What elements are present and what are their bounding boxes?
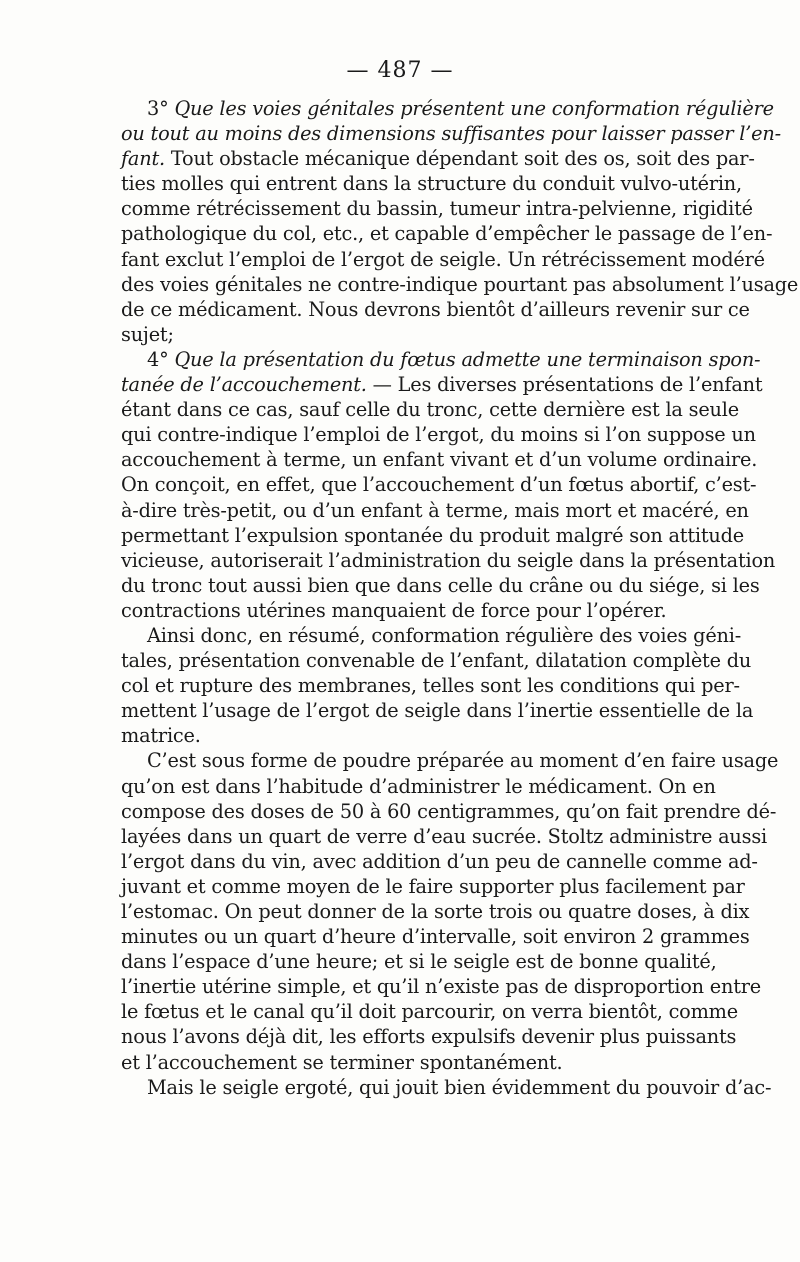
text-line: tales, présentation convenable de l’enfant, dilatation complète du [121,649,752,673]
text-line: compose des doses de 50 à 60 centigrammes, qu’on fait prendre dé- [121,799,777,823]
text-line: mettent l’usage de l’ergot de seigle dans l’inertie essentielle de la [121,699,754,723]
text-line: col et rupture des membranes, telles sont les conditions qui per- [121,674,740,698]
text-line: Ainsi donc, en résumé, conformation régulière des voies géni- [147,623,742,647]
text-line: juvant et comme moyen de le faire supporter plus facilement par [121,874,745,898]
text-line: permettant l’expulsion spontanée du produit malgré son attitude [121,523,744,547]
text-line: fant. Tout obstacle mécanique dépendant soit des os, soit des par- [121,147,755,171]
text-line: ties molles qui entrent dans la structure du conduit vulvo-utérin, [121,172,742,196]
text-line: de ce médicament. Nous devrons bientôt d’ailleurs revenir sur ce [121,297,750,321]
text-line: tanée de l’accouchement. — Les diverses présentations de l’enfant [121,373,763,397]
text-line: C’est sous forme de poudre préparée au moment d’en faire usage [147,749,779,773]
text-line: ou tout au moins des dimensions suffisantes pour laisser passer l’en- [121,122,781,146]
text-line: vicieuse, autoriserait l’administration du seigle dans la présentation [121,548,776,572]
text-line: qui contre-indique l’emploi de l’ergot, du moins si l’on suppose un [121,423,756,447]
text-line: l’estomac. On peut donner de la sorte trois ou quatre doses, à dix [121,900,750,923]
page-number: — 487 — [346,58,454,83]
text-line: minutes ou un quart d’heure d’intervalle, soit environ 2 grammes [121,925,750,949]
text-line: l’inertie utérine simple, et qu’il n’existe pas de disproportion entre [121,975,761,999]
text-line: contractions utérines manquaient de force pour l’opérer. [121,598,667,622]
text-line: à-dire très-petit, ou d’un enfant à terme, mais mort et macéré, en [121,498,749,522]
text-line: comme rétrécissement du bassin, tumeur intra-pelvienne, rigidité [121,197,753,221]
text-line: matrice. [121,724,201,748]
text-line: dans l’espace d’une heure; et si le seigle est de bonne qualité, [121,950,717,974]
text-line: 4° Que la présentation du fœtus admette une terminaison spon- [147,347,761,371]
text-line: fant exclut l’emploi de l’ergot de seigle. Un rétrécissement modéré [121,247,765,271]
text-line: du tronc tout aussi bien que dans celle du crâne ou du siége, si les [121,573,760,597]
text-line: pathologique du col, etc., et capable d’empêcher le passage de l’en- [121,222,773,246]
body-text [121,96,799,1100]
text-line: qu’on est dans l’habitude d’administrer le médicament. On en [121,774,716,798]
text-line: nous l’avons déjà dit, les efforts expulsifs devenir plus puissants [121,1025,737,1049]
text-line: accouchement à terme, un enfant vivant et d’un volume ordinaire. [121,448,758,472]
text-line: sujet; [121,322,174,346]
text-line: des voies génitales ne contre-indique pourtant pas absolument l’usage [121,272,799,296]
text-line: 3° Que les voies génitales présentent une conformation régulière [147,97,774,120]
text-line: Mais le seigle ergoté, qui jouit bien évidemment du pouvoir d’ac- [147,1075,772,1099]
text-line: et l’accouchement se terminer spontanément. [121,1050,563,1074]
text-line: étant dans ce cas, sauf celle du tronc, cette dernière est la seule [121,398,739,422]
text-line: On conçoit, en effet, que l’accouchement d’un fœtus abortif, c’est- [121,473,757,497]
text-line: l’ergot dans du vin, avec addition d’un peu de cannelle comme ad- [121,849,758,873]
text-line: layées dans un quart de verre d’eau sucrée. Stoltz administre aussi [121,824,767,848]
text-line: le fœtus et le canal qu’il doit parcourir, on verra bientôt, comme [121,1000,738,1024]
